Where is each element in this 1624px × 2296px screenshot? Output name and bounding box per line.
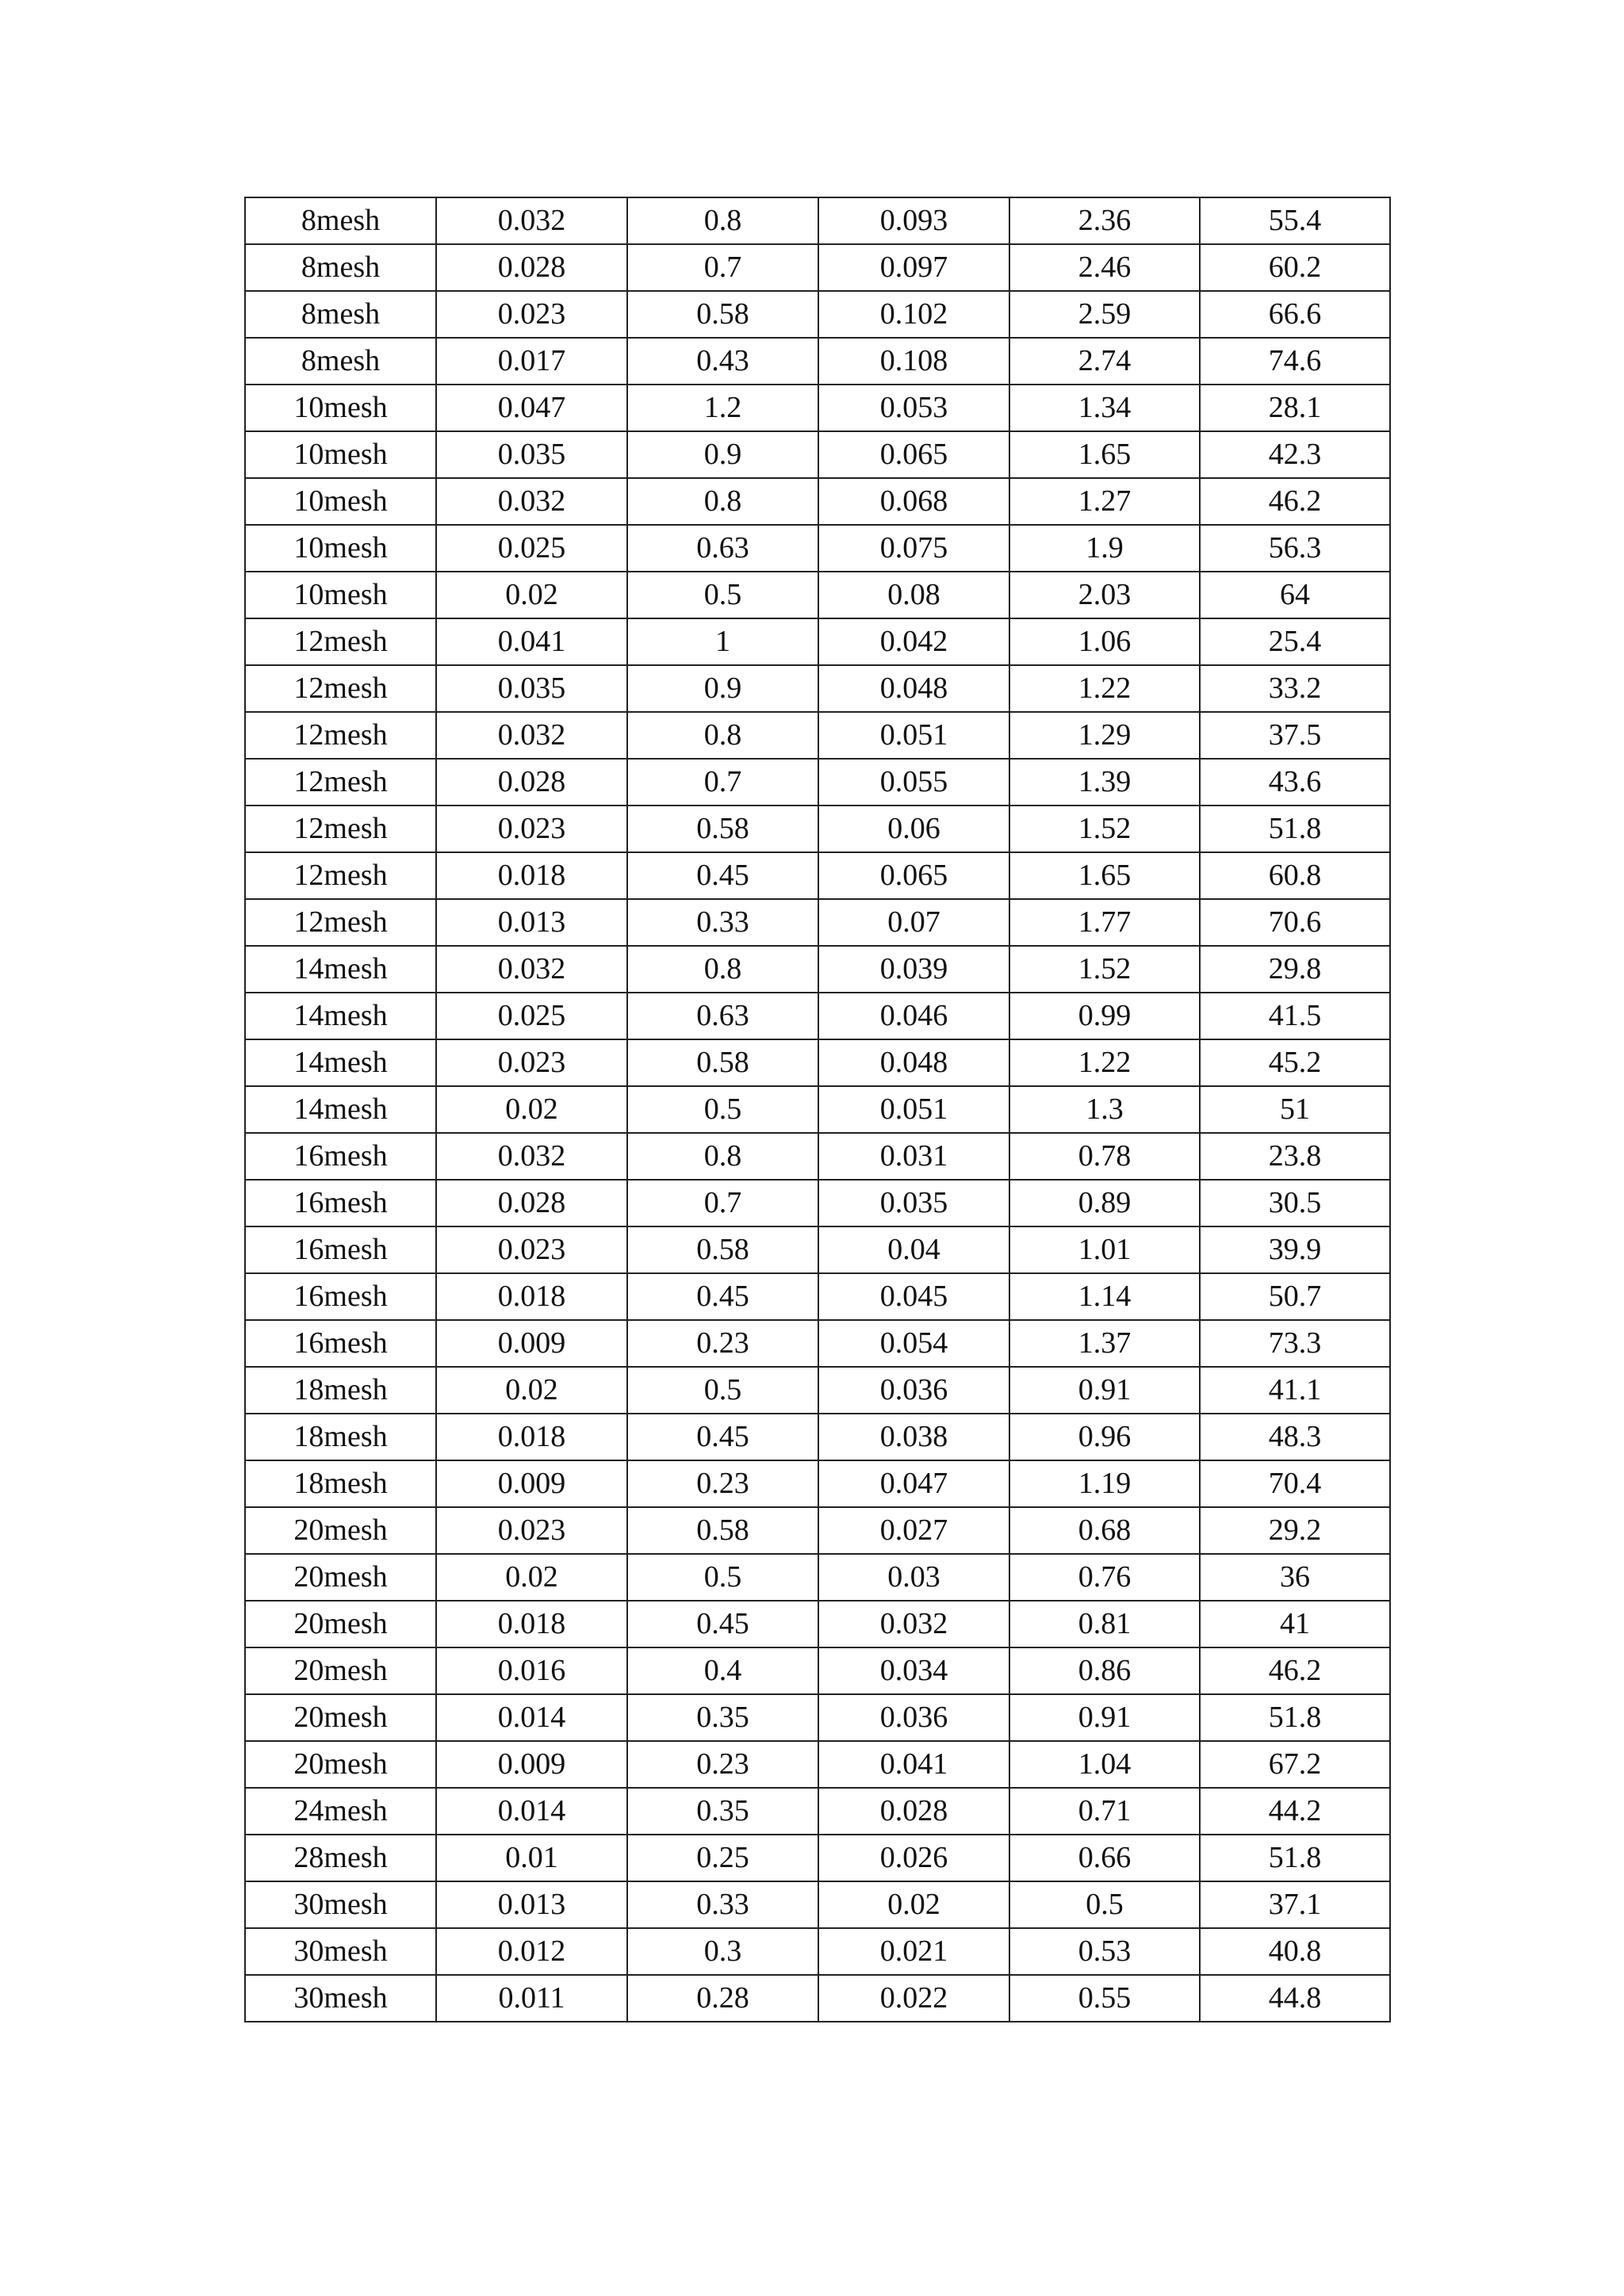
open-area-cell: 64 bbox=[1200, 572, 1390, 618]
wire-diameter-inch-cell: 0.013 bbox=[436, 1881, 627, 1928]
aperture-inch-cell: 0.055 bbox=[818, 759, 1009, 806]
aperture-inch-cell: 0.022 bbox=[818, 1975, 1009, 2022]
mesh-count-cell: 8mesh bbox=[245, 338, 436, 385]
aperture-mm-cell: 1.37 bbox=[1009, 1320, 1200, 1367]
wire-diameter-inch-cell: 0.032 bbox=[436, 712, 627, 759]
mesh-count-cell: 18mesh bbox=[245, 1367, 436, 1414]
aperture-mm-cell: 0.81 bbox=[1009, 1601, 1200, 1647]
wire-diameter-mm-cell: 0.4 bbox=[627, 1647, 818, 1694]
aperture-mm-cell: 2.74 bbox=[1009, 338, 1200, 385]
aperture-mm-cell: 1.34 bbox=[1009, 385, 1200, 431]
table-row bbox=[245, 1975, 1390, 2022]
aperture-inch-cell: 0.038 bbox=[818, 1414, 1009, 1460]
mesh-count-cell: 14mesh bbox=[245, 946, 436, 993]
wire-diameter-inch-cell: 0.014 bbox=[436, 1788, 627, 1835]
table-row bbox=[245, 618, 1390, 665]
table-row bbox=[245, 197, 1390, 244]
aperture-mm-cell: 1.06 bbox=[1009, 618, 1200, 665]
aperture-mm-cell: 1.65 bbox=[1009, 431, 1200, 478]
open-area-cell: 44.8 bbox=[1200, 1975, 1390, 2022]
aperture-inch-cell: 0.048 bbox=[818, 665, 1009, 712]
aperture-inch-cell: 0.036 bbox=[818, 1694, 1009, 1741]
wire-diameter-mm-cell: 0.58 bbox=[627, 291, 818, 338]
wire-diameter-inch-cell: 0.011 bbox=[436, 1975, 627, 2022]
aperture-mm-cell: 1.39 bbox=[1009, 759, 1200, 806]
mesh-count-cell: 20mesh bbox=[245, 1601, 436, 1647]
aperture-inch-cell: 0.048 bbox=[818, 1039, 1009, 1086]
aperture-mm-cell: 1.29 bbox=[1009, 712, 1200, 759]
open-area-cell: 46.2 bbox=[1200, 1647, 1390, 1694]
wire-diameter-mm-cell: 1 bbox=[627, 618, 818, 665]
table-row bbox=[245, 1647, 1390, 1694]
open-area-cell: 45.2 bbox=[1200, 1039, 1390, 1086]
aperture-mm-cell: 1.19 bbox=[1009, 1460, 1200, 1507]
aperture-inch-cell: 0.051 bbox=[818, 1086, 1009, 1133]
table-row bbox=[245, 291, 1390, 338]
aperture-mm-cell: 1.22 bbox=[1009, 1039, 1200, 1086]
table-row bbox=[245, 525, 1390, 572]
mesh-count-cell: 12mesh bbox=[245, 899, 436, 946]
table-row bbox=[245, 1694, 1390, 1741]
wire-diameter-mm-cell: 0.28 bbox=[627, 1975, 818, 2022]
table-row bbox=[245, 1741, 1390, 1788]
wire-diameter-inch-cell: 0.018 bbox=[436, 1414, 627, 1460]
table-body bbox=[245, 197, 1390, 2022]
mesh-count-cell: 10mesh bbox=[245, 478, 436, 525]
table-row bbox=[245, 1273, 1390, 1320]
mesh-count-cell: 20mesh bbox=[245, 1507, 436, 1554]
table-row bbox=[245, 993, 1390, 1039]
aperture-inch-cell: 0.045 bbox=[818, 1273, 1009, 1320]
wire-diameter-inch-cell: 0.017 bbox=[436, 338, 627, 385]
wire-diameter-inch-cell: 0.023 bbox=[436, 1039, 627, 1086]
table-row bbox=[245, 852, 1390, 899]
wire-diameter-mm-cell: 0.45 bbox=[627, 1273, 818, 1320]
aperture-inch-cell: 0.065 bbox=[818, 852, 1009, 899]
wire-diameter-mm-cell: 0.23 bbox=[627, 1460, 818, 1507]
mesh-count-cell: 20mesh bbox=[245, 1647, 436, 1694]
aperture-inch-cell: 0.093 bbox=[818, 197, 1009, 244]
aperture-inch-cell: 0.07 bbox=[818, 899, 1009, 946]
aperture-inch-cell: 0.035 bbox=[818, 1180, 1009, 1226]
aperture-inch-cell: 0.054 bbox=[818, 1320, 1009, 1367]
open-area-cell: 46.2 bbox=[1200, 478, 1390, 525]
aperture-mm-cell: 0.89 bbox=[1009, 1180, 1200, 1226]
aperture-mm-cell: 0.99 bbox=[1009, 993, 1200, 1039]
table-row bbox=[245, 431, 1390, 478]
open-area-cell: 48.3 bbox=[1200, 1414, 1390, 1460]
wire-diameter-inch-cell: 0.032 bbox=[436, 1133, 627, 1180]
table-row bbox=[245, 946, 1390, 993]
open-area-cell: 51.8 bbox=[1200, 1694, 1390, 1741]
table-row bbox=[245, 1180, 1390, 1226]
table-row bbox=[245, 244, 1390, 291]
aperture-inch-cell: 0.039 bbox=[818, 946, 1009, 993]
open-area-cell: 41.1 bbox=[1200, 1367, 1390, 1414]
aperture-inch-cell: 0.036 bbox=[818, 1367, 1009, 1414]
wire-diameter-inch-cell: 0.009 bbox=[436, 1741, 627, 1788]
wire-diameter-inch-cell: 0.02 bbox=[436, 1086, 627, 1133]
wire-diameter-mm-cell: 0.45 bbox=[627, 1601, 818, 1647]
mesh-count-cell: 14mesh bbox=[245, 1039, 436, 1086]
mesh-count-cell: 24mesh bbox=[245, 1788, 436, 1835]
aperture-mm-cell: 0.91 bbox=[1009, 1367, 1200, 1414]
open-area-cell: 50.7 bbox=[1200, 1273, 1390, 1320]
table-row bbox=[245, 1928, 1390, 1975]
aperture-mm-cell: 0.76 bbox=[1009, 1554, 1200, 1601]
wire-diameter-mm-cell: 0.25 bbox=[627, 1835, 818, 1881]
open-area-cell: 30.5 bbox=[1200, 1180, 1390, 1226]
mesh-count-cell: 12mesh bbox=[245, 618, 436, 665]
mesh-specification-table bbox=[244, 197, 1391, 2022]
aperture-mm-cell: 0.78 bbox=[1009, 1133, 1200, 1180]
wire-diameter-mm-cell: 0.9 bbox=[627, 431, 818, 478]
aperture-mm-cell: 2.36 bbox=[1009, 197, 1200, 244]
open-area-cell: 73.3 bbox=[1200, 1320, 1390, 1367]
table-row bbox=[245, 1601, 1390, 1647]
aperture-inch-cell: 0.046 bbox=[818, 993, 1009, 1039]
mesh-count-cell: 10mesh bbox=[245, 572, 436, 618]
wire-diameter-inch-cell: 0.018 bbox=[436, 1273, 627, 1320]
table-row bbox=[245, 1320, 1390, 1367]
wire-diameter-inch-cell: 0.023 bbox=[436, 806, 627, 852]
mesh-count-cell: 18mesh bbox=[245, 1414, 436, 1460]
mesh-count-cell: 30mesh bbox=[245, 1975, 436, 2022]
wire-diameter-mm-cell: 1.2 bbox=[627, 385, 818, 431]
table-row bbox=[245, 899, 1390, 946]
mesh-count-cell: 10mesh bbox=[245, 385, 436, 431]
wire-diameter-inch-cell: 0.028 bbox=[436, 759, 627, 806]
mesh-count-cell: 28mesh bbox=[245, 1835, 436, 1881]
wire-diameter-mm-cell: 0.7 bbox=[627, 759, 818, 806]
aperture-mm-cell: 0.53 bbox=[1009, 1928, 1200, 1975]
wire-diameter-inch-cell: 0.02 bbox=[436, 1554, 627, 1601]
wire-diameter-inch-cell: 0.032 bbox=[436, 197, 627, 244]
wire-diameter-inch-cell: 0.018 bbox=[436, 852, 627, 899]
open-area-cell: 70.4 bbox=[1200, 1460, 1390, 1507]
open-area-cell: 36 bbox=[1200, 1554, 1390, 1601]
wire-diameter-mm-cell: 0.5 bbox=[627, 1086, 818, 1133]
wire-diameter-inch-cell: 0.02 bbox=[436, 1367, 627, 1414]
open-area-cell: 41.5 bbox=[1200, 993, 1390, 1039]
table-row bbox=[245, 759, 1390, 806]
mesh-count-cell: 20mesh bbox=[245, 1741, 436, 1788]
mesh-count-cell: 20mesh bbox=[245, 1694, 436, 1741]
wire-diameter-inch-cell: 0.009 bbox=[436, 1320, 627, 1367]
aperture-inch-cell: 0.042 bbox=[818, 618, 1009, 665]
wire-diameter-inch-cell: 0.023 bbox=[436, 1507, 627, 1554]
wire-diameter-mm-cell: 0.58 bbox=[627, 1039, 818, 1086]
wire-diameter-mm-cell: 0.5 bbox=[627, 572, 818, 618]
wire-diameter-inch-cell: 0.02 bbox=[436, 572, 627, 618]
wire-diameter-mm-cell: 0.58 bbox=[627, 806, 818, 852]
wire-diameter-mm-cell: 0.3 bbox=[627, 1928, 818, 1975]
wire-diameter-mm-cell: 0.35 bbox=[627, 1788, 818, 1835]
aperture-mm-cell: 1.01 bbox=[1009, 1226, 1200, 1273]
aperture-inch-cell: 0.102 bbox=[818, 291, 1009, 338]
open-area-cell: 40.8 bbox=[1200, 1928, 1390, 1975]
wire-diameter-mm-cell: 0.8 bbox=[627, 197, 818, 244]
aperture-mm-cell: 1.77 bbox=[1009, 899, 1200, 946]
wire-diameter-inch-cell: 0.023 bbox=[436, 1226, 627, 1273]
wire-diameter-inch-cell: 0.013 bbox=[436, 899, 627, 946]
open-area-cell: 55.4 bbox=[1200, 197, 1390, 244]
wire-diameter-inch-cell: 0.028 bbox=[436, 1180, 627, 1226]
aperture-inch-cell: 0.03 bbox=[818, 1554, 1009, 1601]
aperture-inch-cell: 0.02 bbox=[818, 1881, 1009, 1928]
mesh-count-cell: 16mesh bbox=[245, 1226, 436, 1273]
aperture-mm-cell: 1.14 bbox=[1009, 1273, 1200, 1320]
open-area-cell: 51 bbox=[1200, 1086, 1390, 1133]
open-area-cell: 37.5 bbox=[1200, 712, 1390, 759]
aperture-mm-cell: 1.9 bbox=[1009, 525, 1200, 572]
wire-diameter-inch-cell: 0.032 bbox=[436, 478, 627, 525]
open-area-cell: 25.4 bbox=[1200, 618, 1390, 665]
aperture-inch-cell: 0.097 bbox=[818, 244, 1009, 291]
wire-diameter-inch-cell: 0.012 bbox=[436, 1928, 627, 1975]
open-area-cell: 33.2 bbox=[1200, 665, 1390, 712]
mesh-count-cell: 18mesh bbox=[245, 1460, 436, 1507]
mesh-count-cell: 16mesh bbox=[245, 1273, 436, 1320]
aperture-mm-cell: 0.68 bbox=[1009, 1507, 1200, 1554]
wire-diameter-mm-cell: 0.58 bbox=[627, 1226, 818, 1273]
mesh-count-cell: 16mesh bbox=[245, 1180, 436, 1226]
wire-diameter-inch-cell: 0.028 bbox=[436, 244, 627, 291]
aperture-inch-cell: 0.031 bbox=[818, 1133, 1009, 1180]
mesh-count-cell: 12mesh bbox=[245, 852, 436, 899]
wire-diameter-mm-cell: 0.58 bbox=[627, 1507, 818, 1554]
open-area-cell: 43.6 bbox=[1200, 759, 1390, 806]
wire-diameter-mm-cell: 0.63 bbox=[627, 525, 818, 572]
wire-diameter-mm-cell: 0.35 bbox=[627, 1694, 818, 1741]
table-row bbox=[245, 478, 1390, 525]
aperture-mm-cell: 0.86 bbox=[1009, 1647, 1200, 1694]
open-area-cell: 51.8 bbox=[1200, 806, 1390, 852]
wire-diameter-inch-cell: 0.025 bbox=[436, 993, 627, 1039]
wire-diameter-mm-cell: 0.43 bbox=[627, 338, 818, 385]
table-row bbox=[245, 572, 1390, 618]
aperture-mm-cell: 1.27 bbox=[1009, 478, 1200, 525]
aperture-mm-cell: 0.71 bbox=[1009, 1788, 1200, 1835]
wire-diameter-mm-cell: 0.8 bbox=[627, 712, 818, 759]
open-area-cell: 29.8 bbox=[1200, 946, 1390, 993]
wire-diameter-mm-cell: 0.33 bbox=[627, 899, 818, 946]
aperture-inch-cell: 0.032 bbox=[818, 1601, 1009, 1647]
table-row bbox=[245, 806, 1390, 852]
table-row bbox=[245, 1367, 1390, 1414]
aperture-inch-cell: 0.08 bbox=[818, 572, 1009, 618]
aperture-inch-cell: 0.027 bbox=[818, 1507, 1009, 1554]
aperture-inch-cell: 0.053 bbox=[818, 385, 1009, 431]
mesh-count-cell: 20mesh bbox=[245, 1554, 436, 1601]
open-area-cell: 39.9 bbox=[1200, 1226, 1390, 1273]
wire-diameter-inch-cell: 0.047 bbox=[436, 385, 627, 431]
aperture-mm-cell: 0.55 bbox=[1009, 1975, 1200, 2022]
aperture-inch-cell: 0.04 bbox=[818, 1226, 1009, 1273]
wire-diameter-mm-cell: 0.7 bbox=[627, 1180, 818, 1226]
aperture-inch-cell: 0.06 bbox=[818, 806, 1009, 852]
wire-diameter-mm-cell: 0.5 bbox=[627, 1367, 818, 1414]
table-row bbox=[245, 712, 1390, 759]
mesh-count-cell: 30mesh bbox=[245, 1928, 436, 1975]
aperture-mm-cell: 0.91 bbox=[1009, 1694, 1200, 1741]
open-area-cell: 56.3 bbox=[1200, 525, 1390, 572]
table-row bbox=[245, 1414, 1390, 1460]
wire-diameter-mm-cell: 0.63 bbox=[627, 993, 818, 1039]
open-area-cell: 51.8 bbox=[1200, 1835, 1390, 1881]
wire-diameter-mm-cell: 0.8 bbox=[627, 478, 818, 525]
aperture-inch-cell: 0.047 bbox=[818, 1460, 1009, 1507]
aperture-mm-cell: 1.52 bbox=[1009, 806, 1200, 852]
table-row bbox=[245, 1226, 1390, 1273]
wire-diameter-inch-cell: 0.041 bbox=[436, 618, 627, 665]
aperture-mm-cell: 1.65 bbox=[1009, 852, 1200, 899]
open-area-cell: 29.2 bbox=[1200, 1507, 1390, 1554]
wire-diameter-mm-cell: 0.23 bbox=[627, 1741, 818, 1788]
mesh-count-cell: 12mesh bbox=[245, 759, 436, 806]
aperture-inch-cell: 0.026 bbox=[818, 1835, 1009, 1881]
open-area-cell: 70.6 bbox=[1200, 899, 1390, 946]
aperture-mm-cell: 2.03 bbox=[1009, 572, 1200, 618]
table-row bbox=[245, 1133, 1390, 1180]
wire-diameter-mm-cell: 0.7 bbox=[627, 244, 818, 291]
aperture-inch-cell: 0.034 bbox=[818, 1647, 1009, 1694]
wire-diameter-inch-cell: 0.032 bbox=[436, 946, 627, 993]
aperture-mm-cell: 0.5 bbox=[1009, 1881, 1200, 1928]
mesh-count-cell: 10mesh bbox=[245, 431, 436, 478]
mesh-count-cell: 12mesh bbox=[245, 712, 436, 759]
wire-diameter-inch-cell: 0.035 bbox=[436, 431, 627, 478]
table-row bbox=[245, 1039, 1390, 1086]
aperture-mm-cell: 0.66 bbox=[1009, 1835, 1200, 1881]
aperture-mm-cell: 0.96 bbox=[1009, 1414, 1200, 1460]
aperture-mm-cell: 2.59 bbox=[1009, 291, 1200, 338]
wire-diameter-mm-cell: 0.45 bbox=[627, 852, 818, 899]
aperture-inch-cell: 0.028 bbox=[818, 1788, 1009, 1835]
mesh-count-cell: 12mesh bbox=[245, 806, 436, 852]
mesh-count-cell: 8mesh bbox=[245, 197, 436, 244]
mesh-count-cell: 10mesh bbox=[245, 525, 436, 572]
aperture-mm-cell: 2.46 bbox=[1009, 244, 1200, 291]
mesh-count-cell: 8mesh bbox=[245, 244, 436, 291]
aperture-inch-cell: 0.108 bbox=[818, 338, 1009, 385]
table-row bbox=[245, 1460, 1390, 1507]
wire-diameter-inch-cell: 0.018 bbox=[436, 1601, 627, 1647]
wire-diameter-mm-cell: 0.45 bbox=[627, 1414, 818, 1460]
aperture-mm-cell: 1.22 bbox=[1009, 665, 1200, 712]
open-area-cell: 37.1 bbox=[1200, 1881, 1390, 1928]
wire-diameter-mm-cell: 0.5 bbox=[627, 1554, 818, 1601]
wire-diameter-inch-cell: 0.025 bbox=[436, 525, 627, 572]
mesh-count-cell: 30mesh bbox=[245, 1881, 436, 1928]
mesh-count-cell: 14mesh bbox=[245, 993, 436, 1039]
table-row bbox=[245, 1086, 1390, 1133]
mesh-count-cell: 16mesh bbox=[245, 1133, 436, 1180]
open-area-cell: 66.6 bbox=[1200, 291, 1390, 338]
aperture-inch-cell: 0.041 bbox=[818, 1741, 1009, 1788]
wire-diameter-inch-cell: 0.016 bbox=[436, 1647, 627, 1694]
open-area-cell: 23.8 bbox=[1200, 1133, 1390, 1180]
wire-diameter-mm-cell: 0.33 bbox=[627, 1881, 818, 1928]
table-row bbox=[245, 1507, 1390, 1554]
open-area-cell: 60.8 bbox=[1200, 852, 1390, 899]
table-row bbox=[245, 385, 1390, 431]
aperture-inch-cell: 0.021 bbox=[818, 1928, 1009, 1975]
table-row bbox=[245, 1835, 1390, 1881]
aperture-mm-cell: 1.3 bbox=[1009, 1086, 1200, 1133]
wire-diameter-inch-cell: 0.014 bbox=[436, 1694, 627, 1741]
open-area-cell: 74.6 bbox=[1200, 338, 1390, 385]
open-area-cell: 42.3 bbox=[1200, 431, 1390, 478]
table-row bbox=[245, 665, 1390, 712]
aperture-mm-cell: 1.04 bbox=[1009, 1741, 1200, 1788]
wire-diameter-mm-cell: 0.9 bbox=[627, 665, 818, 712]
wire-diameter-mm-cell: 0.8 bbox=[627, 946, 818, 993]
mesh-count-cell: 12mesh bbox=[245, 665, 436, 712]
table-row bbox=[245, 1788, 1390, 1835]
table-row bbox=[245, 1881, 1390, 1928]
mesh-count-cell: 16mesh bbox=[245, 1320, 436, 1367]
aperture-inch-cell: 0.051 bbox=[818, 712, 1009, 759]
aperture-inch-cell: 0.068 bbox=[818, 478, 1009, 525]
mesh-count-cell: 8mesh bbox=[245, 291, 436, 338]
aperture-inch-cell: 0.065 bbox=[818, 431, 1009, 478]
wire-diameter-inch-cell: 0.009 bbox=[436, 1460, 627, 1507]
open-area-cell: 41 bbox=[1200, 1601, 1390, 1647]
wire-diameter-inch-cell: 0.023 bbox=[436, 291, 627, 338]
mesh-count-cell: 14mesh bbox=[245, 1086, 436, 1133]
wire-diameter-mm-cell: 0.8 bbox=[627, 1133, 818, 1180]
open-area-cell: 28.1 bbox=[1200, 385, 1390, 431]
open-area-cell: 67.2 bbox=[1200, 1741, 1390, 1788]
wire-diameter-mm-cell: 0.23 bbox=[627, 1320, 818, 1367]
open-area-cell: 60.2 bbox=[1200, 244, 1390, 291]
wire-diameter-inch-cell: 0.01 bbox=[436, 1835, 627, 1881]
wire-diameter-inch-cell: 0.035 bbox=[436, 665, 627, 712]
aperture-mm-cell: 1.52 bbox=[1009, 946, 1200, 993]
open-area-cell: 44.2 bbox=[1200, 1788, 1390, 1835]
table-row bbox=[245, 1554, 1390, 1601]
table-row bbox=[245, 338, 1390, 385]
aperture-inch-cell: 0.075 bbox=[818, 525, 1009, 572]
